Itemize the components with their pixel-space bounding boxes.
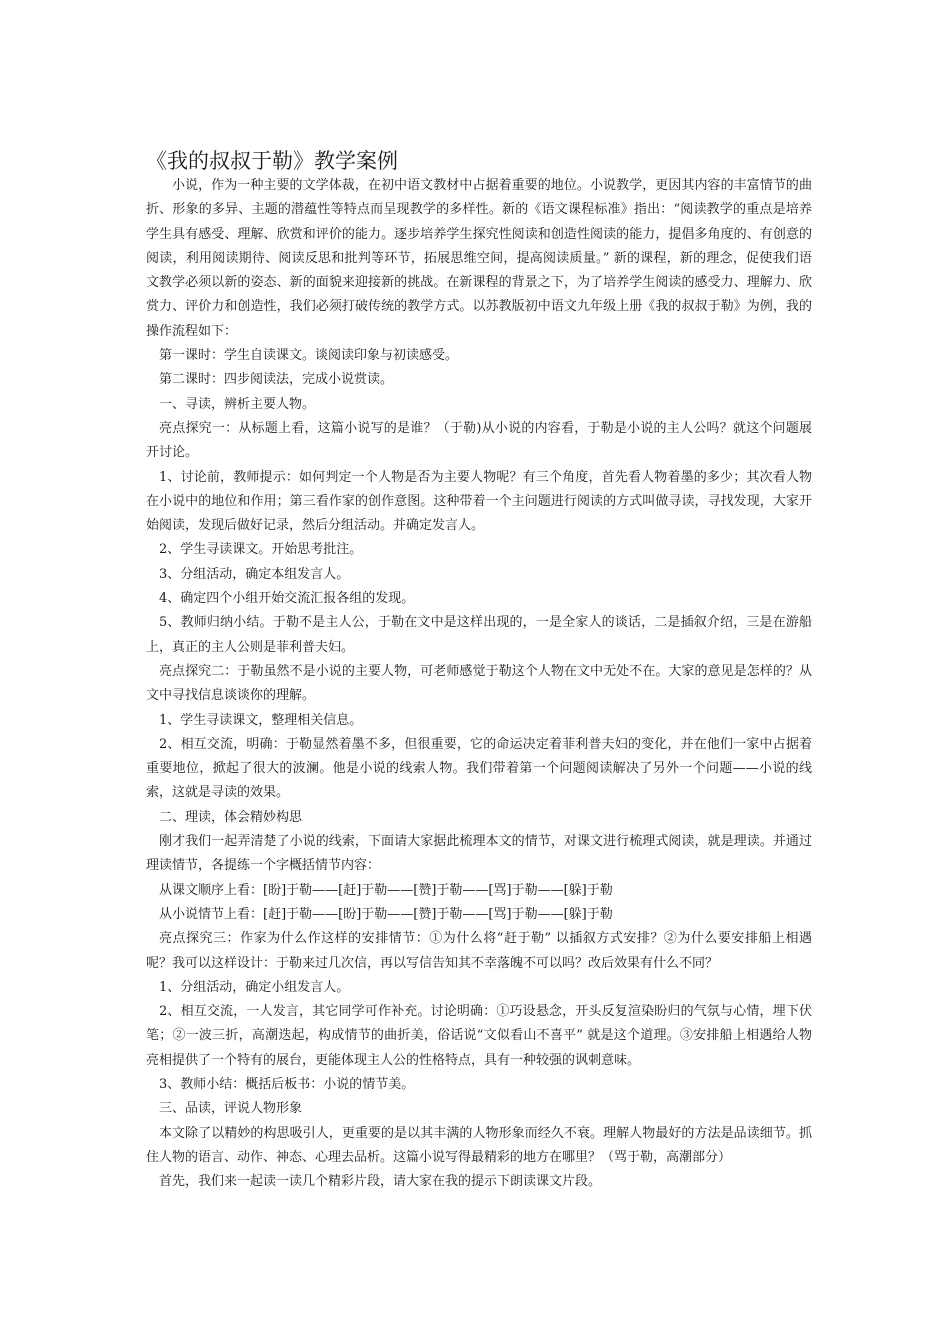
paragraph: 5、教师归纳小结。于勒不是主人公，于勒在文中是这样出现的，一是全家人的谈话，二是插叙介绍，三是在游船上，真正的主人公则是菲利普夫妇。: [146, 615, 812, 655]
paragraph: 亮点探究二：于勒虽然不是小说的主要人物，可老师感觉于勒这个人物在文中无处不在。大家的意见是怎样的？从文中寻找信息谈谈你的理解。: [146, 663, 812, 704]
paragraph: 本文除了以精妙的构思吸引人，更重要的是以其丰满的人物形象而经久不衰。理解人物最好的方法是品读细节。抓住人物的语言、动作、神态、心理去品析。这篇小说写得最精彩的地方在哪里？（骂于勒，高潮部分）: [146, 1125, 812, 1165]
paragraph: 第二课时：四步阅读法，完成小说赏读。: [159, 372, 394, 388]
paragraph: 小说，作为一种主要的文学体裁，在初中语文教材中占据着重要的地位。小说教学，更因其内容的丰富情节的曲折、形象的多异、主题的潜蕴性等特点而呈现教学的多样性。新的《语文课程标准》指出：“阅读教学的重点是培养学生具有感受、理解、欣赏和评价的能力。逐步培养学生探究性阅读和创造性阅读的能力，提倡多角度的、有创意的阅读，利用阅读期待、阅读反思和批判等环节，拓展思维空间，提高阅读质量。” 新的课程，新的理念，促使我们语文教学必须以新的姿态、新的面貌来迎接新的挑战。在新课程的背景之下，为了培养学生阅读的感受力、理解力、欣赏力、评价力和创造性，我们必须打破传统的教学方式。以苏教版初中语文九年级上册《我的叔叔于勒》为例，我的操作流程如下：: [146, 178, 812, 339]
paragraph: 2、相互交流，一人发言，其它同学可作补充。讨论明确：①巧设悬念，开头反复渲染盼归的气氛与心情，埋下伏笔；②一波三折，高潮迭起，构成情节的曲折美，俗话说“文似看山不喜平” 就是这个道理。③安排船上相遇给人物亮相提供了一个特有的展台，更能体现主人公的性格特点，具有一种较强的讽刺意味。: [146, 1004, 812, 1068]
paragraph: 1、讨论前，教师提示：如何判定一个人物是否为主要人物呢？有三个角度，首先看人物着墨的多少；其次看人物在小说中的地位和作用；第三看作家的创作意图。这种带着一个主问题进行阅读的方式叫做寻读，寻找发现，大家开始阅读，发现后做好记录，然后分组活动。并确定发言人。: [146, 469, 812, 534]
paragraph: 3、分组活动，确定本组发言人。: [159, 566, 350, 582]
paragraph: 2、学生寻读课文。开始思考批注。: [159, 542, 363, 558]
paragraph: 1、分组活动，确定小组发言人。: [159, 979, 350, 995]
document-title: 《我的叔叔于勒》教学案例: [146, 149, 398, 173]
document-body: [146, 174, 812, 1194]
paragraph: 首先，我们来一起读一读几个精彩片段，请大家在我的提示下朗读课文片段。: [159, 1174, 602, 1190]
paragraph: 第一课时：学生自读课文。谈阅读印象与初读感受。: [159, 348, 459, 364]
paragraph: 1、学生寻读课文，整理相关信息。: [159, 712, 363, 728]
paragraph: 4、确定四个小组开始交流汇报各组的发现。: [159, 591, 415, 607]
paragraph: 亮点探究三：作家为什么作这样的安排情节：①为什么将“赶于勒” 以插叙方式安排？②为什么要安排船上相遇呢？我可以这样设计：于勒来过几次信，再以写信告知其不幸落魄不可以吗？改后效果有什么不同？: [146, 931, 812, 971]
paragraph: 刚才我们一起弄清楚了小说的线索，下面请大家据此梳理本文的情节，对课文进行梳理式阅读，就是理读。并通过理读情节，各提练一个字概括情节内容：: [146, 834, 812, 874]
paragraph: 2、相互交流，明确：于勒显然着墨不多，但很重要，它的命运决定着菲利普夫妇的变化，并在他们一家中占据着重要地位，掀起了很大的波澜。他是小说的线索人物。我们带着第一个问题阅读解决了另外一个问题——小说的线索，这就是寻读的效果。: [146, 736, 812, 801]
paragraph: 二、理读，体会精妙构思: [159, 809, 303, 825]
paragraph: 3、教师小结：概括后板书：小说的情节美。: [159, 1076, 415, 1092]
paragraph: 一、寻读，辨析主要人物。: [159, 396, 316, 412]
paragraph: 亮点探究一：从标题上看，这篇小说写的是谁？（于勒)从小说的内容看，于勒是小说的主人公吗？就这个问题展开讨论。: [146, 420, 812, 461]
paragraph: 从小说情节上看：[赶]于勒——[盼]于勒——[赞]于勒——[骂]于勒——[躲]于勒: [159, 906, 613, 922]
paragraph: 从课文顺序上看：[盼]于勒——[赶]于勒——[赞]于勒——[骂]于勒——[躲]于勒: [159, 882, 613, 898]
paragraph: 三、品读，评说人物形象: [159, 1101, 303, 1117]
